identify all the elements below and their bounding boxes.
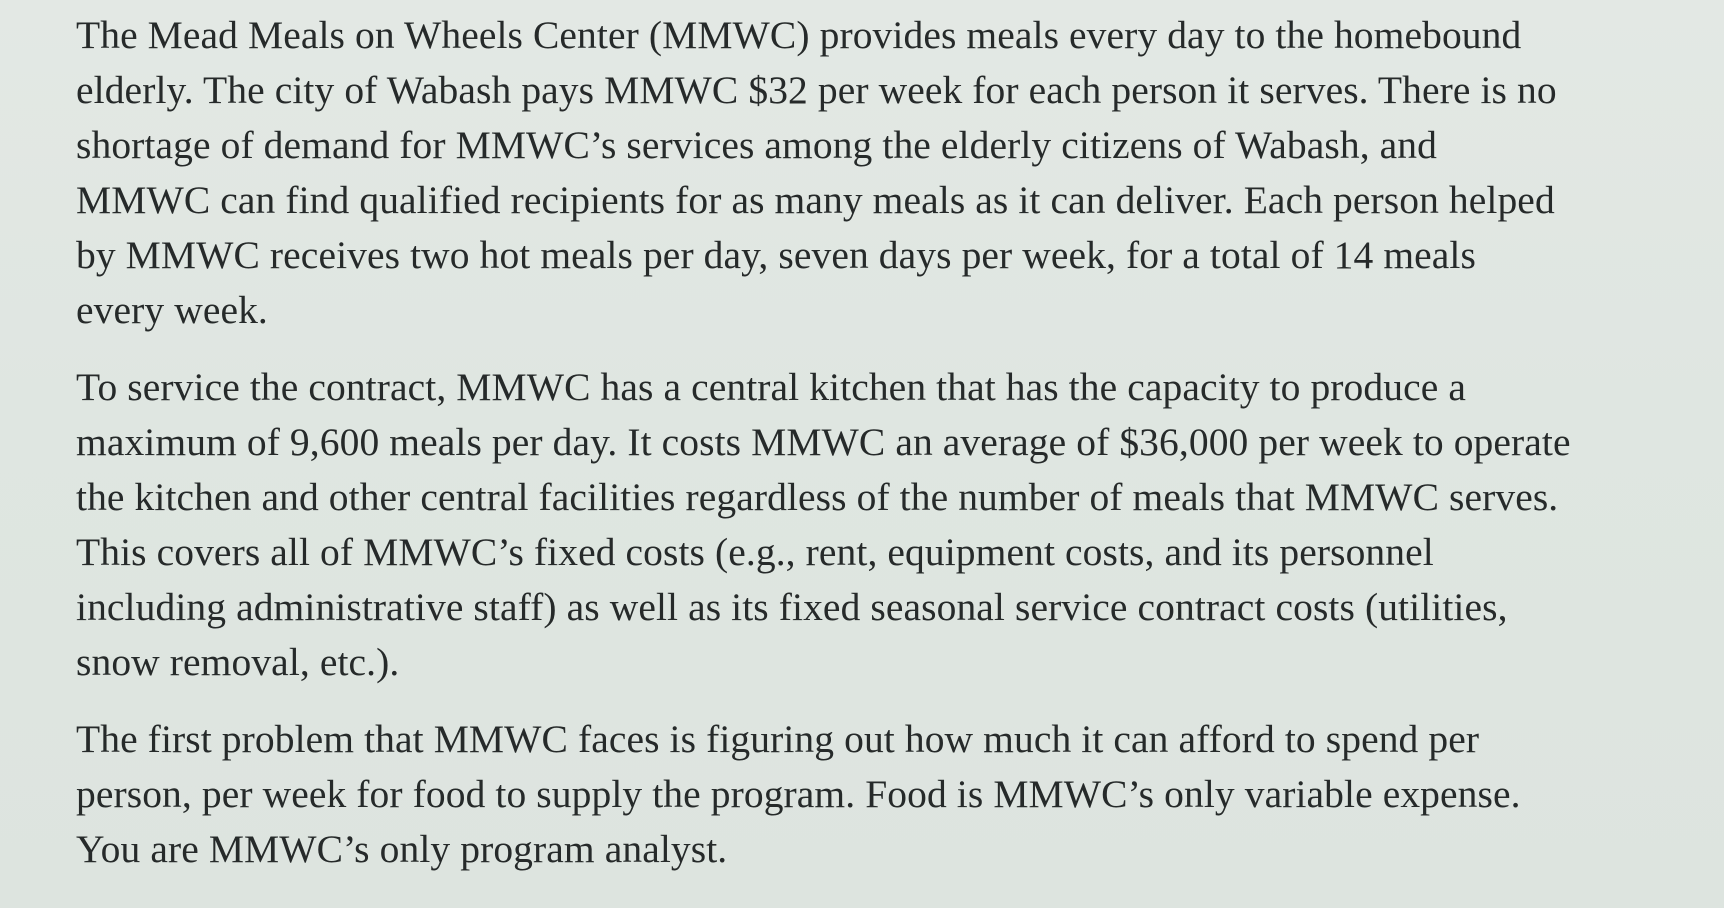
paragraph-1: The Mead Meals on Wheels Center (MMWC) provides meals every day to the homebound elderly. The city of Wabash pays MMWC $32 per week for each person it serves. There is no shortage of demand for MMWC’s services among the elderly citizens of Wabash, and MMWC can find qualified recipients for as many meals as it can deliver. Each person helped by MMWC receives two hot meals per day, seven days per week, for a total of 14 meals every week. xyxy=(76,13,1557,332)
paragraph-3: The first problem that MMWC faces is figuring out how much it can afford to spend per person, per week for food to supply the program. Food is MMWC’s only variable expense. You are MMWC’s only program analyst. xyxy=(76,717,1521,871)
paragraph-2: To service the contract, MMWC has a central kitchen that has the capacity to produce a maximum of 9,600 meals per day. It costs MMWC an average of $36,000 per week to operate the kitchen and other central facilities regardless of the number of meals that MMWC serves. This covers all of MMWC’s fixed costs (e.g., rent, equipment costs, and its personnel including administrative staff) as well as its fixed seasonal service contract costs (utilities, snow removal, etc.). xyxy=(76,365,1571,684)
